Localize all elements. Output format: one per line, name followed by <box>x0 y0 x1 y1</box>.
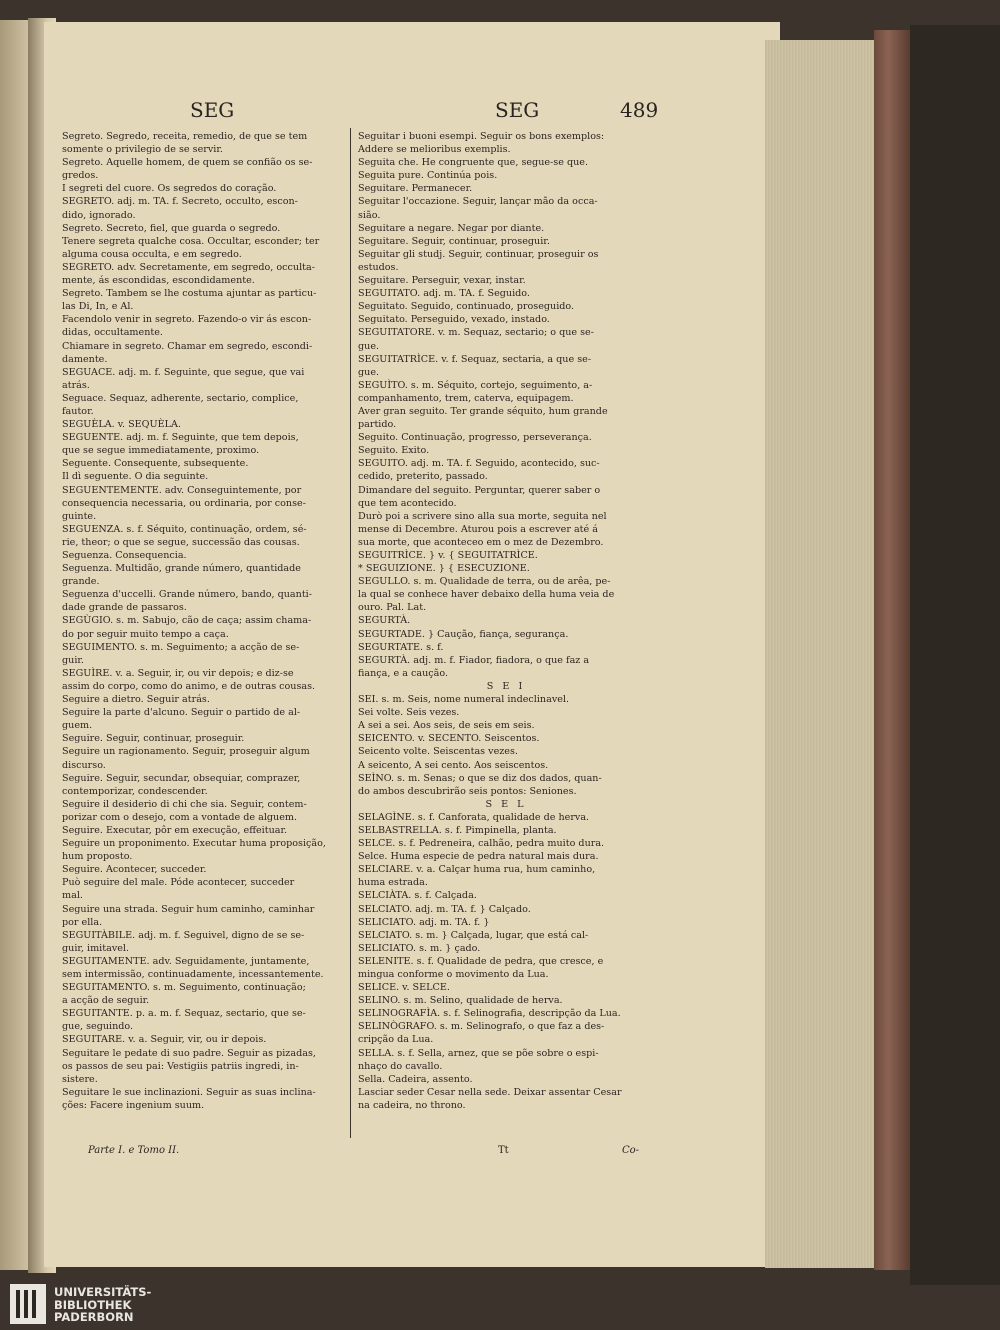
text-line: ções: Facere ingenium suum. <box>62 1099 205 1111</box>
text-line: os passos de seu pai: Vestigiis patriis ingredi, in- <box>62 1060 299 1072</box>
text-line: SEGULLO. s. m. Qualidade de terra, ou de arêa, pe- <box>358 576 611 588</box>
text-line: discurso. <box>62 759 106 771</box>
text-line: SEGUENZA. s. f. Séquito, continuação, ordem, sé- <box>62 523 307 535</box>
text-line: SEGUITO. adj. m. TA. f. Seguido, acontecido, suc- <box>358 458 600 470</box>
text-line: SEGUITARE. v. a. Seguir, vir, ou ir depois. <box>62 1034 267 1046</box>
text-line: Seguitare le pedate di suo padre. Seguir as pizadas, <box>62 1047 316 1059</box>
text-line: SEGUITAMENTE. adv. Seguidamente, juntamente, <box>62 955 310 967</box>
text-line: SELCIATO. s. m. } Calçada, lugar, que está cal- <box>358 929 589 941</box>
logo-line-3: PADERBORN <box>54 1310 134 1324</box>
text-line: cedido, preterito, passado. <box>358 471 488 483</box>
logo-line-1: UNIVERSITÄTS- <box>54 1285 152 1299</box>
text-line: gue. <box>358 366 380 378</box>
text-line: Seguire un proponimento. Executar huma proposição, <box>62 838 326 850</box>
left-column <box>62 130 347 1112</box>
dark-background-right <box>910 25 1000 1285</box>
text-line: SEÌNO. s. m. Senas; o que se diz dos dados, quan- <box>358 772 602 784</box>
text-line: SEI. s. m. Seis, nome numeral indeclinavel. <box>358 694 570 706</box>
text-line: Facendolo venir in segreto. Fazendo-o vir ás escon- <box>62 314 312 326</box>
footer-gathering: Tt <box>498 1145 509 1156</box>
text-line: rie, theor; o que se segue, successão das cousas. <box>62 536 300 548</box>
text-line: Seguenza. Consequencia. <box>62 550 187 561</box>
text-line: gue, seguindo. <box>62 1021 134 1033</box>
text-line: Lasciar seder Cesar nella sede. Deixar assentar Cesar <box>358 1086 622 1098</box>
text-line: SEGUITATORE. v. m. Sequaz, sectario; o que se- <box>358 327 594 339</box>
text-line: Addere se melioribus exemplis. <box>358 144 511 156</box>
text-line: SEGUIMENTO. s. m. Seguimento; a acção de se- <box>62 641 300 653</box>
text-line: Seguitare. Perseguir, vexar, instar. <box>358 275 526 287</box>
text-line: grande. <box>62 576 100 588</box>
text-line: sem intermissão, continuadamente, incessantemente. <box>62 969 324 980</box>
text-line: A sei a sei. Aos seis, de seis em seis. <box>358 720 535 732</box>
text-line: SEGUITAMENTO. s. m. Seguimento, continuação; <box>62 982 306 994</box>
text-line: SELICIATO. s. m. } çado. <box>358 942 481 954</box>
logo-line-2: BIBLIOTHEK <box>54 1297 132 1312</box>
text-line: Segreto. Secreto, fiel, que guarda o segredo. <box>62 222 281 234</box>
text-line: que tem acontecido. <box>358 497 457 509</box>
text-line: Seguita che. He congruente que, segue-se que. <box>358 157 588 169</box>
text-line: companhamento, trem, caterva, equipagem. <box>358 392 574 404</box>
text-line: guem. <box>62 720 93 732</box>
running-head-left: SEG <box>190 98 235 122</box>
text-line: SELINOGRAFÌA. s. f. Selinografia, descripção da Lua. <box>358 1008 621 1020</box>
text-line: do por seguir muito tempo a caça. <box>62 628 229 640</box>
text-line: SEGUÌTO. s. m. Séquito, cortejo, seguimento, a- <box>358 379 593 391</box>
text-line: Seguitare a negare. Negar por diante. <box>358 222 545 234</box>
text-line: SELINO. s. m. Selino, qualidade de herva. <box>358 995 563 1007</box>
text-line: Seguire il desiderio di chi che sia. Seguir, contem- <box>62 798 307 810</box>
library-logo-icon <box>10 1284 46 1324</box>
text-line: Seguire. Seguir, secundar, obsequiar, comprazer, <box>62 772 301 784</box>
text-line: SEGURTÀ. <box>358 615 411 627</box>
library-logo <box>10 1284 300 1326</box>
text-line: dade grande de passaros. <box>62 602 187 614</box>
text-line: SELCE. s. f. Pedreneira, calhão, pedra muito dura. <box>358 838 605 850</box>
text-line: Segreto. Segredo, receita, remedio, de que se tem <box>62 131 308 142</box>
text-line: Seguito. Continuação, progresso, perseverança. <box>358 432 592 444</box>
text-line: Seguitar l'occazione. Seguir, lançar mão da occa- <box>358 196 598 208</box>
text-line: fiança, e a caução. <box>358 667 449 679</box>
footer-catchword: Co- <box>622 1145 640 1156</box>
text-line: Seguire. Acontecer, succeder. <box>62 864 207 876</box>
running-head-center: SEG <box>495 98 540 122</box>
text-line: cripção da Lua. <box>358 1034 434 1046</box>
text-line: SEGUÌRE. v. a. Seguir, ir, ou vir depois; e diz-se <box>62 667 294 679</box>
text-line: mal. <box>62 890 83 902</box>
facing-page-edge <box>0 20 28 1270</box>
text-line: nhaço do cavallo. <box>358 1060 443 1072</box>
text-line: SELBASTRELLA. s. f. Pimpinella, planta. <box>358 824 557 836</box>
text-line: SELCIATO. adj. m. TA. f. } Calçado. <box>358 903 531 915</box>
text-line: Selce. Huma especie de pedra natural mais dura. <box>358 851 599 863</box>
text-line: Seguitare le sue inclinazioni. Seguir as suas inclina- <box>62 1086 316 1098</box>
text-line: Chiamare in segreto. Chamar em segredo, escondi- <box>62 340 313 352</box>
book-cover-edge <box>874 30 910 1270</box>
text-line: S E I <box>486 680 526 692</box>
text-line: Seguita pure. Continúa pois. <box>358 170 498 182</box>
text-line: Tenere segreta qualche cosa. Occultar, esconder; ter <box>62 235 320 247</box>
text-line: Seguire la parte d'alcuno. Seguir o partido de al- <box>62 707 301 719</box>
text-line: SEGÙGIO. s. m. Sabujo, cão de caça; assim chama- <box>62 615 312 627</box>
text-line: partido. <box>358 419 397 431</box>
page-edges <box>765 40 877 1268</box>
text-line: SEGURTADE. } Caução, fiança, segurança. <box>358 628 569 640</box>
text-line: SEGUÈLA. v. SEQUÈLA. <box>62 419 181 431</box>
text-line: Seguitar i buoni esempi. Seguir os bons exemplos: <box>358 131 605 142</box>
text-line: fautor. <box>62 405 94 417</box>
text-line: SEGUITATRÌCE. v. f. Sequaz, sectaria, a que se- <box>358 353 592 365</box>
text-line: guinte. <box>62 510 97 522</box>
text-line: Seguente. Consequente, subsequente. <box>62 458 249 470</box>
text-line: dido, ignorado. <box>62 209 136 221</box>
text-line: Seguitare. Seguir, continuar, proseguir. <box>358 235 550 247</box>
text-line: A seicento, A sei cento. Aos seiscentos. <box>358 759 549 771</box>
text-line: Sei volte. Seis vezes. <box>358 707 460 719</box>
text-line: SEGRETO. adj. m. TA. f. Secreto, occulto, escon- <box>62 196 298 208</box>
text-line: somente o privilegio de se servir. <box>62 144 223 156</box>
text-line: Seguire una strada. Seguir hum caminho, caminhar <box>62 903 315 915</box>
footer-signature: Parte I. e Tomo II. <box>88 1145 180 1156</box>
text-line: Seguenza. Multidão, grande número, quantidade <box>62 563 301 575</box>
text-line: Seguitato. Seguido, continuado, proseguido. <box>358 301 575 313</box>
text-line: Seicento volte. Seiscentas vezes. <box>358 746 518 758</box>
text-line: SELCIARE. v. a. Calçar huma rua, hum caminho, <box>358 864 596 876</box>
text-line: Sella. Cadeira, assento. <box>358 1073 473 1085</box>
text-line: SELENITE. s. f. Qualidade de pedra, que cresce, e <box>358 955 604 967</box>
text-line: Seguitar gli studj. Seguir, continuar, proseguir os <box>358 248 599 260</box>
text-line: contemporizar, condescender. <box>62 785 208 797</box>
text-line: assim do corpo, como do animo, e de outras cousas. <box>62 680 316 692</box>
text-line: SELLA. s. f. Sella, arnez, que se põe sobre o espi- <box>358 1047 599 1059</box>
text-line: gredos. <box>62 170 99 182</box>
text-line: SELICE. v. SELCE. <box>358 982 450 994</box>
text-line: SEGUITATO. adj. m. TA. f. Seguido. <box>358 288 530 300</box>
text-line: SEICENTO. v. SECENTO. Seiscentos. <box>358 733 540 745</box>
text-line: Seguito. Exito. <box>358 445 430 457</box>
text-line: Segreto. Aquelle homem, de quem se confião os se- <box>62 157 313 169</box>
text-line: SELINÒGRAFO. s. m. Selinografo, o que faz a des- <box>358 1021 605 1033</box>
text-line: huma estrada. <box>358 877 428 889</box>
text-line: por ella. <box>62 916 103 928</box>
text-line: do ambos descubrirão seis pontos: Seniones. <box>358 785 577 797</box>
text-line: atrás. <box>62 379 90 391</box>
text-line: SELCIÀTA. s. f. Calçada. <box>358 890 477 902</box>
text-line: SEGRETO. adv. Secretamente, em segredo, occulta- <box>62 261 315 273</box>
text-line: ouro. Pal. Lat. <box>358 602 427 614</box>
text-line: SEGUITÀBILE. adj. m. f. Seguivel, digno de se se- <box>62 929 305 941</box>
text-line: Seguace. Sequaz, adherente, sectario, complice, <box>62 392 299 404</box>
text-line: SEGUENTE. adj. m. f. Seguinte, que tem depois, <box>62 432 299 444</box>
text-line: Può seguire del male. Póde acontecer, succeder <box>62 877 295 889</box>
page-number: 489 <box>620 98 659 122</box>
text-line: I segreti del cuore. Os segredos do coração. <box>62 183 277 195</box>
text-line: mense di Decembre. Aturou pois a escrever até á <box>358 523 598 535</box>
text-line: sião. <box>358 209 381 221</box>
text-line: SEGURTÀ. adj. m. f. Fiador, fiadora, o que faz a <box>358 654 590 666</box>
column-rule <box>350 128 351 1138</box>
text-line: Seguitare. Permanecer. <box>358 183 473 195</box>
text-line: que se segue immediatamente, proximo. <box>62 445 260 457</box>
text-line: damente. <box>62 353 108 365</box>
text-line: SEGUITRÌCE. } v. { SEGUITATRÌCE. <box>358 550 538 561</box>
text-line: SEGUACE. adj. m. f. Seguinte, que segue, que vai <box>62 366 305 378</box>
text-line: porizar com o desejo, com a vontade de alguem. <box>62 811 298 823</box>
text-line: Seguire a dietro. Seguir atrás. <box>62 694 210 706</box>
text-line: Seguire. Seguir, continuar, proseguir. <box>62 733 245 745</box>
text-line: sua morte, que aconteceo em o mez de Dezembro. <box>358 536 604 548</box>
text-line: la qual se conhece haver debaixo della huma veia de <box>358 589 615 601</box>
text-line: hum proposto. <box>62 851 133 863</box>
text-line: estudos. <box>358 261 399 273</box>
text-line: SELAGÌNE. s. f. Canforata, qualidade de herva. <box>358 811 590 823</box>
text-line: Aver gran seguito. Ter grande séquito, hum grande <box>358 405 608 417</box>
right-column <box>358 130 654 1112</box>
text-line: na cadeira, no throno. <box>358 1099 466 1111</box>
text-line: Seguitato. Perseguido, vexado, instado. <box>358 314 550 326</box>
text-line: mente, ás escondidas, escondidamente. <box>62 275 255 287</box>
text-line: Il dì seguente. O dia seguinte. <box>62 471 209 483</box>
text-line: guir. <box>62 654 84 666</box>
text-line: Dimandare del seguito. Perguntar, querer saber o <box>358 484 601 496</box>
text-line: sistere. <box>62 1073 98 1085</box>
text-line: didas, occultamente. <box>62 327 163 339</box>
text-line: guir, imitavel. <box>62 942 130 954</box>
text-line: Segreto. Tambem se lhe costuma ajuntar as particu- <box>62 288 317 300</box>
text-line: S E L <box>485 798 527 810</box>
text-line: mingua conforme o movimento da Lua. <box>358 969 549 980</box>
text-line: SEGURTATE. s. f. <box>358 641 444 653</box>
text-line: las Di, In, e Al. <box>62 301 134 313</box>
text-line: SEGUITANTE. p. a. m. f. Sequaz, sectario, que se- <box>62 1008 306 1020</box>
text-line: SELICIATO. adj. m. TA. f. } <box>358 916 490 928</box>
text-line: Seguire. Executar, pôr em execução, effeituar. <box>62 824 288 836</box>
text-line: Seguenza d'uccelli. Grande número, bando, quanti- <box>62 589 312 601</box>
text-line: alguma cousa occulta, e em segredo. <box>62 248 242 260</box>
text-line: * SEGUIZIONE. } { ESECUZIONE. <box>358 563 530 575</box>
text-line: gue. <box>358 340 380 352</box>
text-line: a acção de seguir. <box>62 995 150 1007</box>
text-line: Seguire un ragionamento. Seguir, proseguir algum <box>62 746 310 758</box>
text-line: Durò poi a scrivere sino alla sua morte, seguita nel <box>358 510 607 522</box>
text-line: SEGUENTEMENTE. adv. Conseguintemente, por <box>62 484 302 496</box>
text-line: consequencia necessaria, ou ordinaria, por conse- <box>62 497 306 509</box>
